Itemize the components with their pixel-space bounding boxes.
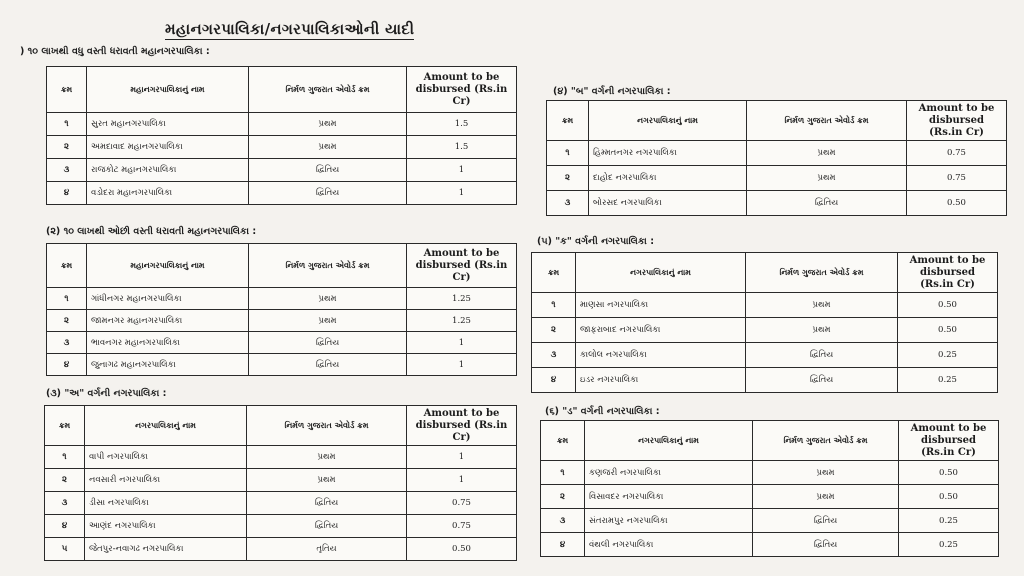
row-name: ઇડર નગરપાલિકા: [576, 368, 746, 393]
row-num: ૧: [532, 293, 576, 318]
row-award: પ્રથમ: [249, 310, 407, 332]
row-name: જુનાગઢ મહાનગરપાલિકા: [87, 354, 249, 376]
row-award: દ્વિતિય: [249, 182, 407, 205]
row-name: સુરત મહાનગરપાલિકા: [87, 113, 249, 136]
row-award: પ્રથમ: [249, 113, 407, 136]
row-num: ૪: [541, 533, 585, 557]
row-amount: 1.5: [407, 136, 517, 159]
row-num: ૧: [547, 141, 589, 166]
row-name: વડોદરા મહાનગરપાલિકા: [87, 182, 249, 205]
table-row: [45, 492, 517, 515]
header-amount: Amount to be disbursed (Rs.in Cr): [407, 244, 517, 288]
header-award: નિર્મળ ગુજરાત એવોર્ડ ક્રમ: [747, 101, 907, 141]
row-award: પ્રથમ: [746, 318, 898, 343]
row-name: ગાંધીનગર મહાનગરપાલિકા: [87, 288, 249, 310]
header-award: નિર્મળ ગુજરાત એવોર્ડ ક્રમ: [249, 67, 407, 113]
table-row: [47, 310, 517, 332]
header-name: નગરપાલિકાનું નામ: [85, 406, 247, 446]
row-num: ૫: [45, 538, 85, 561]
row-amount: 0.25: [899, 533, 999, 557]
section-3-table: [44, 405, 517, 561]
row-num: ૪: [47, 182, 87, 205]
row-num: ૩: [47, 159, 87, 182]
header-amount: Amount to be disbursed (Rs.in Cr): [899, 421, 999, 461]
row-num: ૨: [47, 136, 87, 159]
row-amount: 1: [407, 332, 517, 354]
row-amount: 0.50: [907, 191, 1007, 216]
row-num: ૩: [47, 332, 87, 354]
section-6-label: (૬) "ડ" વર્ગની નગરપાલિકા :: [545, 406, 660, 417]
header-award: નિર્મળ ગુજરાત એવોર્ડ ક્રમ: [753, 421, 899, 461]
section-2-table: [46, 243, 517, 376]
table-row: [541, 509, 999, 533]
header-award: નિર્મળ ગુજરાત એવોર્ડ ક્રમ: [249, 244, 407, 288]
row-award: પ્રથમ: [247, 469, 407, 492]
header-num: ક્રમ: [45, 406, 85, 446]
header-amount: Amount to be disbursed (Rs.in Cr): [407, 406, 517, 446]
header-name: નગરપાલિકાનું નામ: [589, 101, 747, 141]
row-amount: 0.25: [899, 509, 999, 533]
row-name: ડીસા નગરપાલિકા: [85, 492, 247, 515]
section-4-label: (૪) "બ" વર્ગની નગરપાલિકા :: [553, 86, 671, 97]
row-amount: 0.50: [899, 461, 999, 485]
row-amount: 0.50: [898, 293, 998, 318]
header-name: નગરપાલિકાનું નામ: [576, 253, 746, 293]
row-num: ૩: [541, 509, 585, 533]
row-amount: 0.75: [907, 141, 1007, 166]
row-name: હિમ્મતનગર નગરપાલિકા: [589, 141, 747, 166]
header-award: નિર્મળ ગુજરાત એવોર્ડ ક્રમ: [746, 253, 898, 293]
table-row: [47, 136, 517, 159]
header-name: નગરપાલિકાનું નામ: [585, 421, 753, 461]
row-amount: 0.75: [407, 492, 517, 515]
header-amount: Amount to be disbursed (Rs.in Cr): [407, 67, 517, 113]
header-amount: Amount to be disbursed (Rs.in Cr): [907, 101, 1007, 141]
section-1-label: ) ૧૦ લાખથી વધુ વસ્તી ધરાવતી મહાનગરપાલિકા :: [20, 46, 210, 57]
row-award: તૃતિય: [247, 538, 407, 561]
table-row: [532, 368, 998, 393]
row-award: દ્વિતિય: [747, 191, 907, 216]
section-3-label: (૩) "અ" વર્ગની નગરપાલિકા :: [46, 388, 167, 399]
section-5-table: [531, 252, 998, 393]
row-name: કણજરી નગરપાલિકા: [585, 461, 753, 485]
row-name: વિસાવદર નગરપાલિકા: [585, 485, 753, 509]
row-num: ૨: [45, 469, 85, 492]
row-num: ૨: [547, 166, 589, 191]
row-num: ૨: [47, 310, 87, 332]
row-amount: 1.25: [407, 310, 517, 332]
row-award: દ્વિતિય: [753, 533, 899, 557]
row-num: ૨: [532, 318, 576, 343]
header-num: ક્રમ: [47, 67, 87, 113]
table-row: [541, 461, 999, 485]
header-num: ક્રમ: [532, 253, 576, 293]
row-name: જાફરાબાદ નગરપાલિકા: [576, 318, 746, 343]
row-num: ૪: [532, 368, 576, 393]
section-2-label: (૨) ૧૦ લાખથી ઓછી વસ્તી ધરાવતી મહાનગરપાલિકા :: [46, 226, 257, 237]
row-name: કાલોલ નગરપાલિકા: [576, 343, 746, 368]
table-row: [541, 533, 999, 557]
row-num: ૩: [532, 343, 576, 368]
table-row: [47, 288, 517, 310]
header-num: ક્રમ: [47, 244, 87, 288]
table-row: [47, 332, 517, 354]
row-award: દ્વિતિય: [249, 159, 407, 182]
header-name: મહાનગરપાલિકાનું નામ: [87, 244, 249, 288]
row-amount: 0.50: [899, 485, 999, 509]
table-row: [532, 293, 998, 318]
table-row: [47, 354, 517, 376]
row-award: પ્રથમ: [249, 136, 407, 159]
section-4-table: [546, 100, 1007, 216]
table-row: [541, 485, 999, 509]
table-row: [532, 343, 998, 368]
row-num: ૪: [45, 515, 85, 538]
row-award: પ્રથમ: [747, 141, 907, 166]
row-name: બોરસદ નગરપાલિકા: [589, 191, 747, 216]
row-award: દ્વિતિય: [753, 509, 899, 533]
row-num: ૧: [541, 461, 585, 485]
row-award: પ્રથમ: [753, 485, 899, 509]
table-row: [47, 182, 517, 205]
row-amount: 1: [407, 354, 517, 376]
row-name: રાજકોટ મહાનગરપાલિકા: [87, 159, 249, 182]
header-award: નિર્મળ ગુજરાત એવોર્ડ ક્રમ: [247, 406, 407, 446]
header-amount: Amount to be disbursed (Rs.in Cr): [898, 253, 998, 293]
row-amount: 1: [407, 446, 517, 469]
row-award: દ્વિતિય: [249, 354, 407, 376]
row-name: જેતપુર-નવાગઢ નગરપાલિકા: [85, 538, 247, 561]
table-row: [532, 318, 998, 343]
row-name: વંથલી નગરપાલિકા: [585, 533, 753, 557]
row-award: દ્વિતિય: [247, 492, 407, 515]
row-award: દ્વિતિય: [249, 332, 407, 354]
row-num: ૪: [47, 354, 87, 376]
header-name: મહાનગરપાલિકાનું નામ: [87, 67, 249, 113]
table-row: [547, 166, 1007, 191]
row-amount: 1.25: [407, 288, 517, 310]
table-row: [45, 446, 517, 469]
row-amount: 0.25: [898, 368, 998, 393]
row-name: માણસા નગરપાલિકા: [576, 293, 746, 318]
header-num: ક્રમ: [541, 421, 585, 461]
row-num: ૨: [541, 485, 585, 509]
row-num: ૧: [47, 288, 87, 310]
row-amount: 0.75: [907, 166, 1007, 191]
row-num: ૩: [45, 492, 85, 515]
row-num: ૩: [547, 191, 589, 216]
page-title: મહાનગરપાલિકા/નગરપાલિકાઓની યાદી: [165, 20, 415, 38]
row-name: જામનગર મહાનગરપાલિકા: [87, 310, 249, 332]
section-1-table: [46, 66, 517, 205]
table-row: [547, 191, 1007, 216]
section-5-label: (૫) "ક" વર્ગની નગરપાલિકા :: [537, 236, 654, 247]
table-row: [45, 469, 517, 492]
row-award: પ્રથમ: [249, 288, 407, 310]
row-amount: 1.5: [407, 113, 517, 136]
row-amount: 0.25: [898, 343, 998, 368]
row-amount: 1: [407, 469, 517, 492]
row-name: ભાવનગર મહાનગરપાલિકા: [87, 332, 249, 354]
row-award: પ્રથમ: [247, 446, 407, 469]
row-award: દ્વિતિય: [746, 368, 898, 393]
row-num: ૧: [47, 113, 87, 136]
row-name: વાપી નગરપાલિકા: [85, 446, 247, 469]
row-amount: 1: [407, 159, 517, 182]
row-amount: 0.50: [407, 538, 517, 561]
row-name: અમદાવાદ મહાનગરપાલિકા: [87, 136, 249, 159]
table-row: [547, 141, 1007, 166]
table-row: [45, 538, 517, 561]
header-num: ક્રમ: [547, 101, 589, 141]
row-amount: 0.50: [898, 318, 998, 343]
row-award: પ્રથમ: [747, 166, 907, 191]
row-amount: 1: [407, 182, 517, 205]
table-row: [45, 515, 517, 538]
table-row: [47, 159, 517, 182]
row-amount: 0.75: [407, 515, 517, 538]
section-6-table: [540, 420, 999, 557]
row-award: પ્રથમ: [746, 293, 898, 318]
row-name: નવસારી નગરપાલિકા: [85, 469, 247, 492]
row-num: ૧: [45, 446, 85, 469]
row-award: દ્વિતિય: [746, 343, 898, 368]
row-award: પ્રથમ: [753, 461, 899, 485]
row-award: દ્વિતિય: [247, 515, 407, 538]
table-row: [47, 113, 517, 136]
row-name: દાહોદ નગરપાલિકા: [589, 166, 747, 191]
row-name: આણંદ નગરપાલિકા: [85, 515, 247, 538]
row-name: સંતરામપુર નગરપાલિકા: [585, 509, 753, 533]
